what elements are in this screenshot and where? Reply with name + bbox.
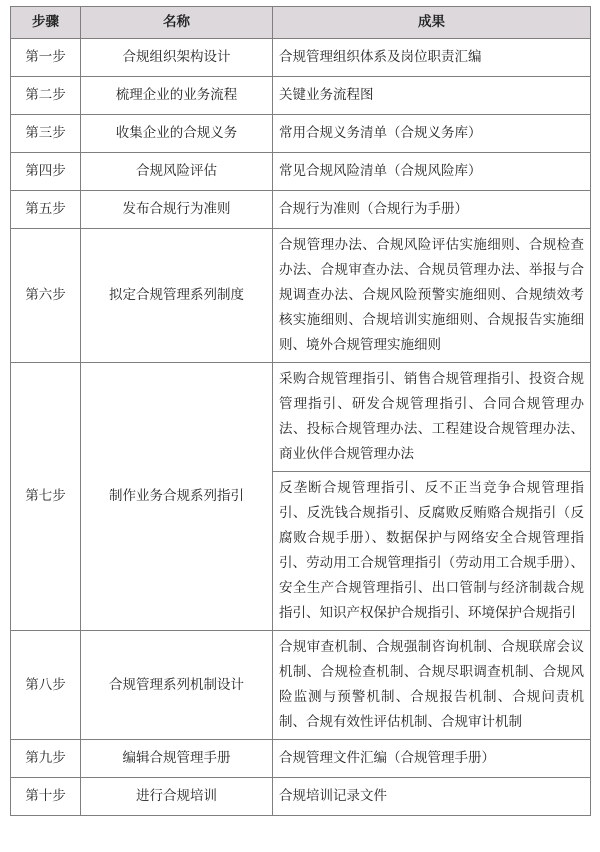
result-cell: 合规管理办法、合规风险评估实施细则、合规检查办法、合规审查办法、合规员管理办法、举报与合规调查办法、合规风险预警实施细则、合规绩效考核实施细则、合规培训实施细则、合规报告实施细则、境外合规管理实施细则	[273, 229, 591, 363]
step-cell: 第七步	[11, 363, 81, 631]
table-row	[11, 153, 591, 191]
step-cell: 第二步	[11, 77, 81, 115]
table-header-row	[11, 7, 591, 39]
step-cell: 第四步	[11, 153, 81, 191]
header-name: 名称	[81, 7, 273, 39]
result-cell: 关键业务流程图	[273, 77, 591, 115]
header-result: 成果	[273, 7, 591, 39]
step-cell: 第一步	[11, 39, 81, 77]
step-cell: 第九步	[11, 740, 81, 778]
table-row	[11, 39, 591, 77]
table-row	[11, 740, 591, 778]
name-cell: 编辑合规管理手册	[81, 740, 273, 778]
step-cell: 第三步	[11, 115, 81, 153]
result-cell: 反垄断合规管理指引、反不正当竞争合规管理指引、反洗钱合规指引、反腐败反贿赂合规指引（反腐败合规手册）、数据保护与网络安全合规管理指引、劳动用工合规管理指引（劳动用工合规手册）、安全生产合规管理指引、出口管制与经济制裁合规指引、知识产权保护合规指引、环境保护合规指引	[273, 472, 591, 631]
result-cell: 合规管理组织体系及岗位职责汇编	[273, 39, 591, 77]
table-row	[11, 631, 591, 740]
name-cell: 发布合规行为准则	[81, 191, 273, 229]
result-cell: 采购合规管理指引、销售合规管理指引、投资合规管理指引、研发合规管理指引、合同合规管理办法、投标合规管理办法、工程建设合规管理办法、商业伙伴合规管理办法	[273, 363, 591, 472]
step-cell: 第十步	[11, 778, 81, 816]
name-cell: 拟定合规管理系列制度	[81, 229, 273, 363]
step-cell: 第五步	[11, 191, 81, 229]
table-row	[11, 363, 591, 472]
name-cell: 合规管理系列机制设计	[81, 631, 273, 740]
table-row	[11, 191, 591, 229]
result-cell: 常用合规义务清单（合规义务库）	[273, 115, 591, 153]
table-row	[11, 115, 591, 153]
result-cell: 合规审查机制、合规强制咨询机制、合规联席会议机制、合规检查机制、合规尽职调查机制、合规风险监测与预警机制、合规报告机制、合规问责机制、合规有效性评估机制、合规审计机制	[273, 631, 591, 740]
name-cell: 收集企业的合规义务	[81, 115, 273, 153]
name-cell: 合规组织架构设计	[81, 39, 273, 77]
table-row	[11, 77, 591, 115]
result-cell: 常见合规风险清单（合规风险库）	[273, 153, 591, 191]
name-cell: 制作业务合规系列指引	[81, 363, 273, 631]
name-cell: 进行合规培训	[81, 778, 273, 816]
step-cell: 第六步	[11, 229, 81, 363]
step-cell: 第八步	[11, 631, 81, 740]
result-cell: 合规管理文件汇编（合规管理手册）	[273, 740, 591, 778]
header-step: 步骤	[11, 7, 81, 39]
result-cell: 合规培训记录文件	[273, 778, 591, 816]
result-cell: 合规行为准则（合规行为手册）	[273, 191, 591, 229]
name-cell: 合规风险评估	[81, 153, 273, 191]
table-row	[11, 229, 591, 363]
table-row	[11, 778, 591, 816]
compliance-steps-table	[10, 6, 591, 816]
name-cell: 梳理企业的业务流程	[81, 77, 273, 115]
